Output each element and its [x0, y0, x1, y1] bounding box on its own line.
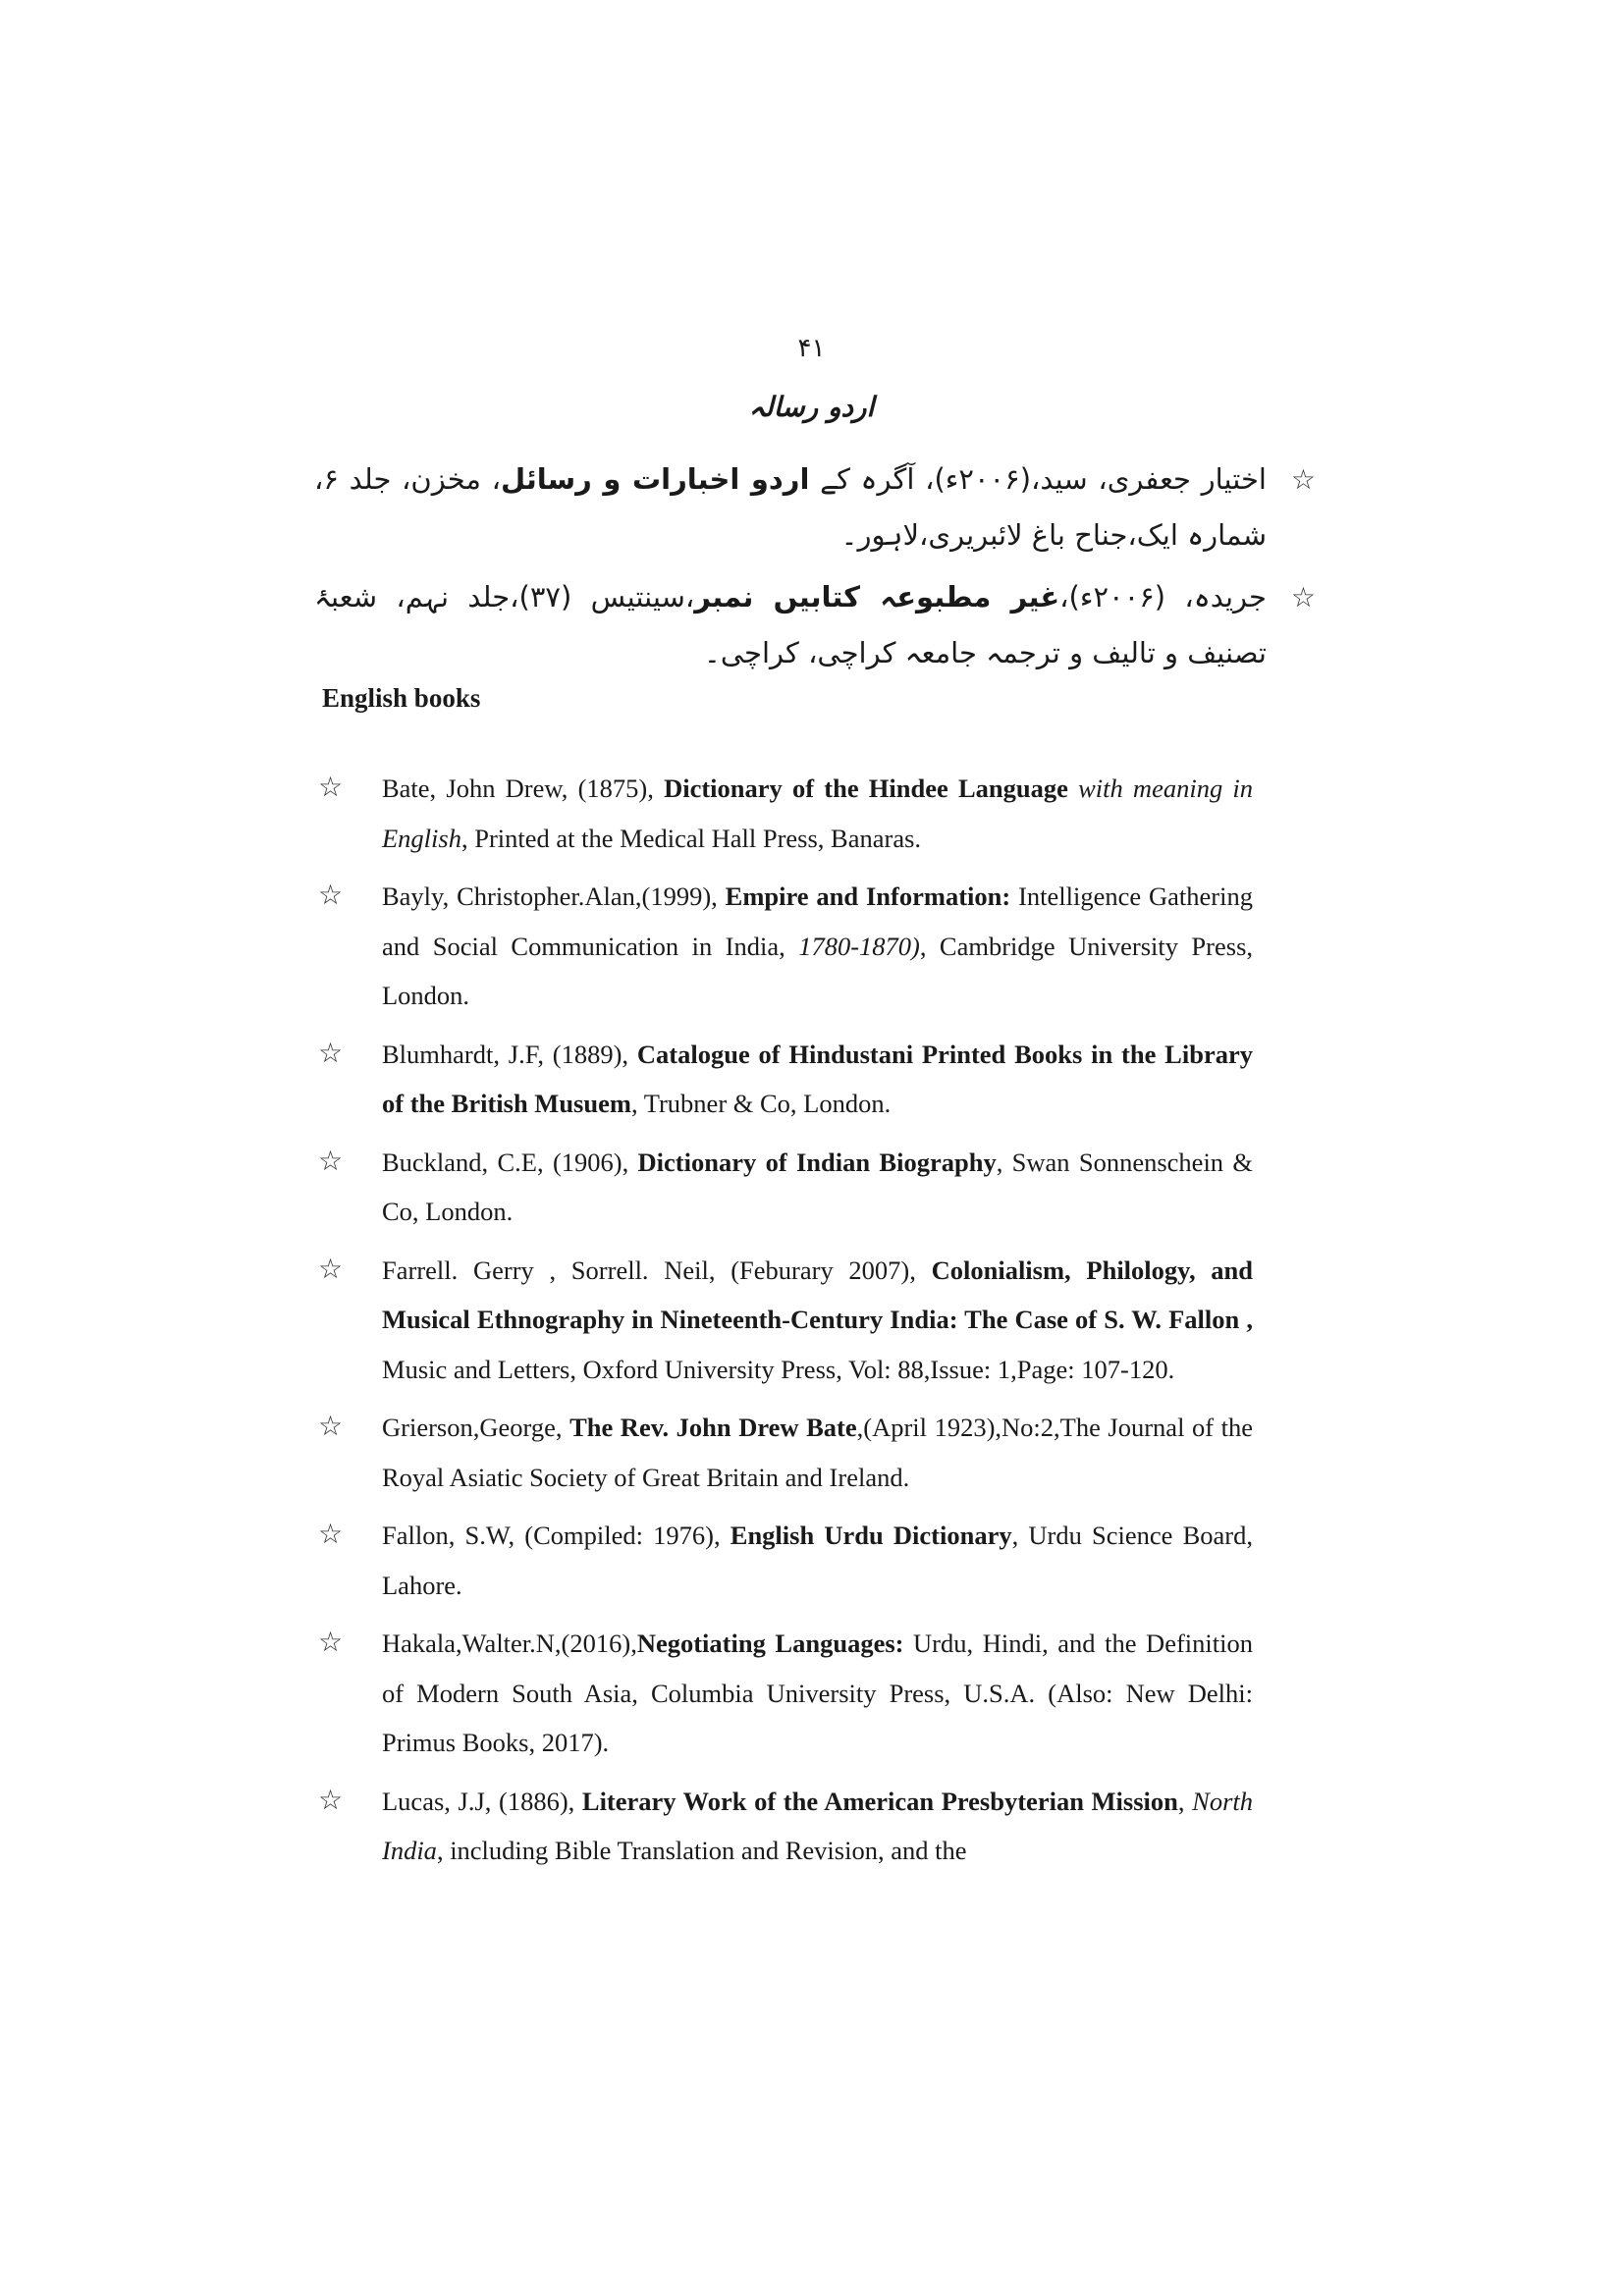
entry-title: Catalogue of Hindustani Printed Books in the Library of the British Musuem — [382, 1039, 1253, 1118]
entry-text: Bate, John Drew, (1875), — [382, 774, 665, 803]
star-bullet-icon: ☆ — [318, 1628, 344, 1658]
entry-italic-text: 1780-1870) — [798, 931, 920, 961]
bibliography-entry — [314, 1777, 1253, 1876]
star-bullet-icon: ☆ — [318, 1520, 344, 1550]
english-bibliography-list — [314, 764, 1253, 1885]
star-bullet-icon: ☆ — [318, 1412, 344, 1442]
entry-title: Empire and Information: — [725, 881, 1011, 911]
entry-text: ، مخزن، جلد ۶، شمارہ ایک،جناح باغ لائبریری،لاہور۔ — [314, 462, 1267, 552]
entry-text: Music and Letters, Oxford University Press, Vol: 88,Issue: 1,Page: 107-120. — [382, 1354, 1175, 1384]
entry-text: Buckland, C.E, (1906), — [382, 1147, 638, 1177]
bibliography-entry — [314, 1511, 1253, 1610]
bibliography-entry — [314, 764, 1253, 863]
entry-text: , Swan Sonnenschein & Co, London. — [382, 1147, 1253, 1226]
urdu-bibliography-list — [314, 452, 1316, 687]
entry-text: اختیار جعفری، سید،(۲۰۰۶ء)، آگرہ کے — [809, 462, 1267, 496]
star-bullet-icon: ☆ — [318, 881, 344, 911]
entry-text: Bayly, Christopher.Alan,(1999), — [382, 881, 726, 911]
entry-text: جریدہ، (۲۰۰۶ء)، — [1059, 580, 1267, 614]
urdu-bibliography-entry — [314, 569, 1316, 681]
entry-text: , including Bible Translation and Revision, and the — [436, 1836, 967, 1865]
entry-text: Grierson,George, — [382, 1413, 570, 1442]
bibliography-entry — [314, 1403, 1253, 1502]
star-bullet-icon: ☆ — [318, 773, 344, 803]
entry-text: ،سینتیس (۳۷)،جلد نہم، شعبۂ تصنیف و تالیف و ترجمہ جامعہ کراچی، کراچی۔ — [314, 580, 1267, 669]
star-bullet-icon: ☆ — [1290, 463, 1316, 496]
entry-title: غیر مطبوعہ کتابیں نمبر — [694, 580, 1060, 614]
entry-text: Intelligence Gathering and Social Communication in India, — [382, 881, 1253, 961]
star-bullet-icon: ☆ — [1290, 581, 1316, 614]
star-bullet-icon: ☆ — [318, 1254, 344, 1285]
entry-text: , — [1177, 1786, 1193, 1816]
urdu-bibliography-entry — [314, 452, 1316, 563]
entry-text: Blumhardt, J.F, (1889), — [382, 1039, 637, 1069]
bibliography-entry — [314, 1619, 1253, 1768]
page-number: ۴۱ — [797, 334, 826, 363]
bibliography-entry — [314, 1138, 1253, 1237]
bibliography-entry — [314, 872, 1253, 1021]
entry-title: English Urdu Dictionary — [730, 1521, 1012, 1550]
entry-text — [1068, 774, 1078, 803]
entry-title: The Rev. John Drew Bate — [569, 1413, 857, 1442]
entry-text: , Urdu Science Board, Lahore. — [382, 1521, 1254, 1600]
entry-title: Dictionary of the Hindee Language — [664, 774, 1068, 803]
entry-italic-text: with meaning in English — [382, 774, 1253, 853]
entry-title: Literary Work of the American Presbyterian Mission — [581, 1786, 1178, 1816]
entry-text: Fallon, S.W, (Compiled: 1976), — [382, 1521, 730, 1550]
star-bullet-icon: ☆ — [318, 1785, 344, 1816]
entry-text: ,(April 1923),No:2,The Journal of the Royal Asiatic Society of Great Britain and Ireland. — [382, 1413, 1254, 1492]
entry-title: Dictionary of Indian Biography — [637, 1147, 997, 1177]
star-bullet-icon: ☆ — [318, 1038, 344, 1069]
star-bullet-icon: ☆ — [318, 1146, 344, 1177]
urdu-section-heading: اردو رسالہ — [748, 391, 875, 423]
bibliography-entry — [314, 1030, 1253, 1129]
bibliography-entry — [314, 1246, 1253, 1395]
entry-text: Hakala,Walter.N,(2016), — [382, 1629, 637, 1658]
entry-text: Farrell. Gerry , Sorrell. Neil, (Feburary 2007), — [382, 1255, 932, 1285]
english-section-heading: English books — [322, 683, 481, 713]
entry-italic-text: North India — [382, 1786, 1254, 1865]
entry-text: Lucas, J.J, (1886), — [382, 1786, 582, 1816]
entry-title: اردو اخبارات و رسائل — [500, 462, 810, 496]
entry-text: , Printed at the Medical Hall Press, Banaras. — [460, 823, 922, 853]
entry-text: , Cambridge University Press, London. — [382, 931, 1254, 1010]
entry-text: Urdu, Hindi, and the Definition of Modern South Asia, Columbia University Press, U.S.A. (Also: New Delhi: Primus Books, 2017). — [382, 1629, 1253, 1757]
entry-text: , Trubner & Co, London. — [630, 1089, 892, 1118]
entry-title: Negotiating Languages: — [636, 1629, 904, 1658]
entry-title: Colonialism, Philology, and Musical Ethnography in Nineteenth-Century India: The Case of S. W. Fallon , — [382, 1255, 1254, 1334]
